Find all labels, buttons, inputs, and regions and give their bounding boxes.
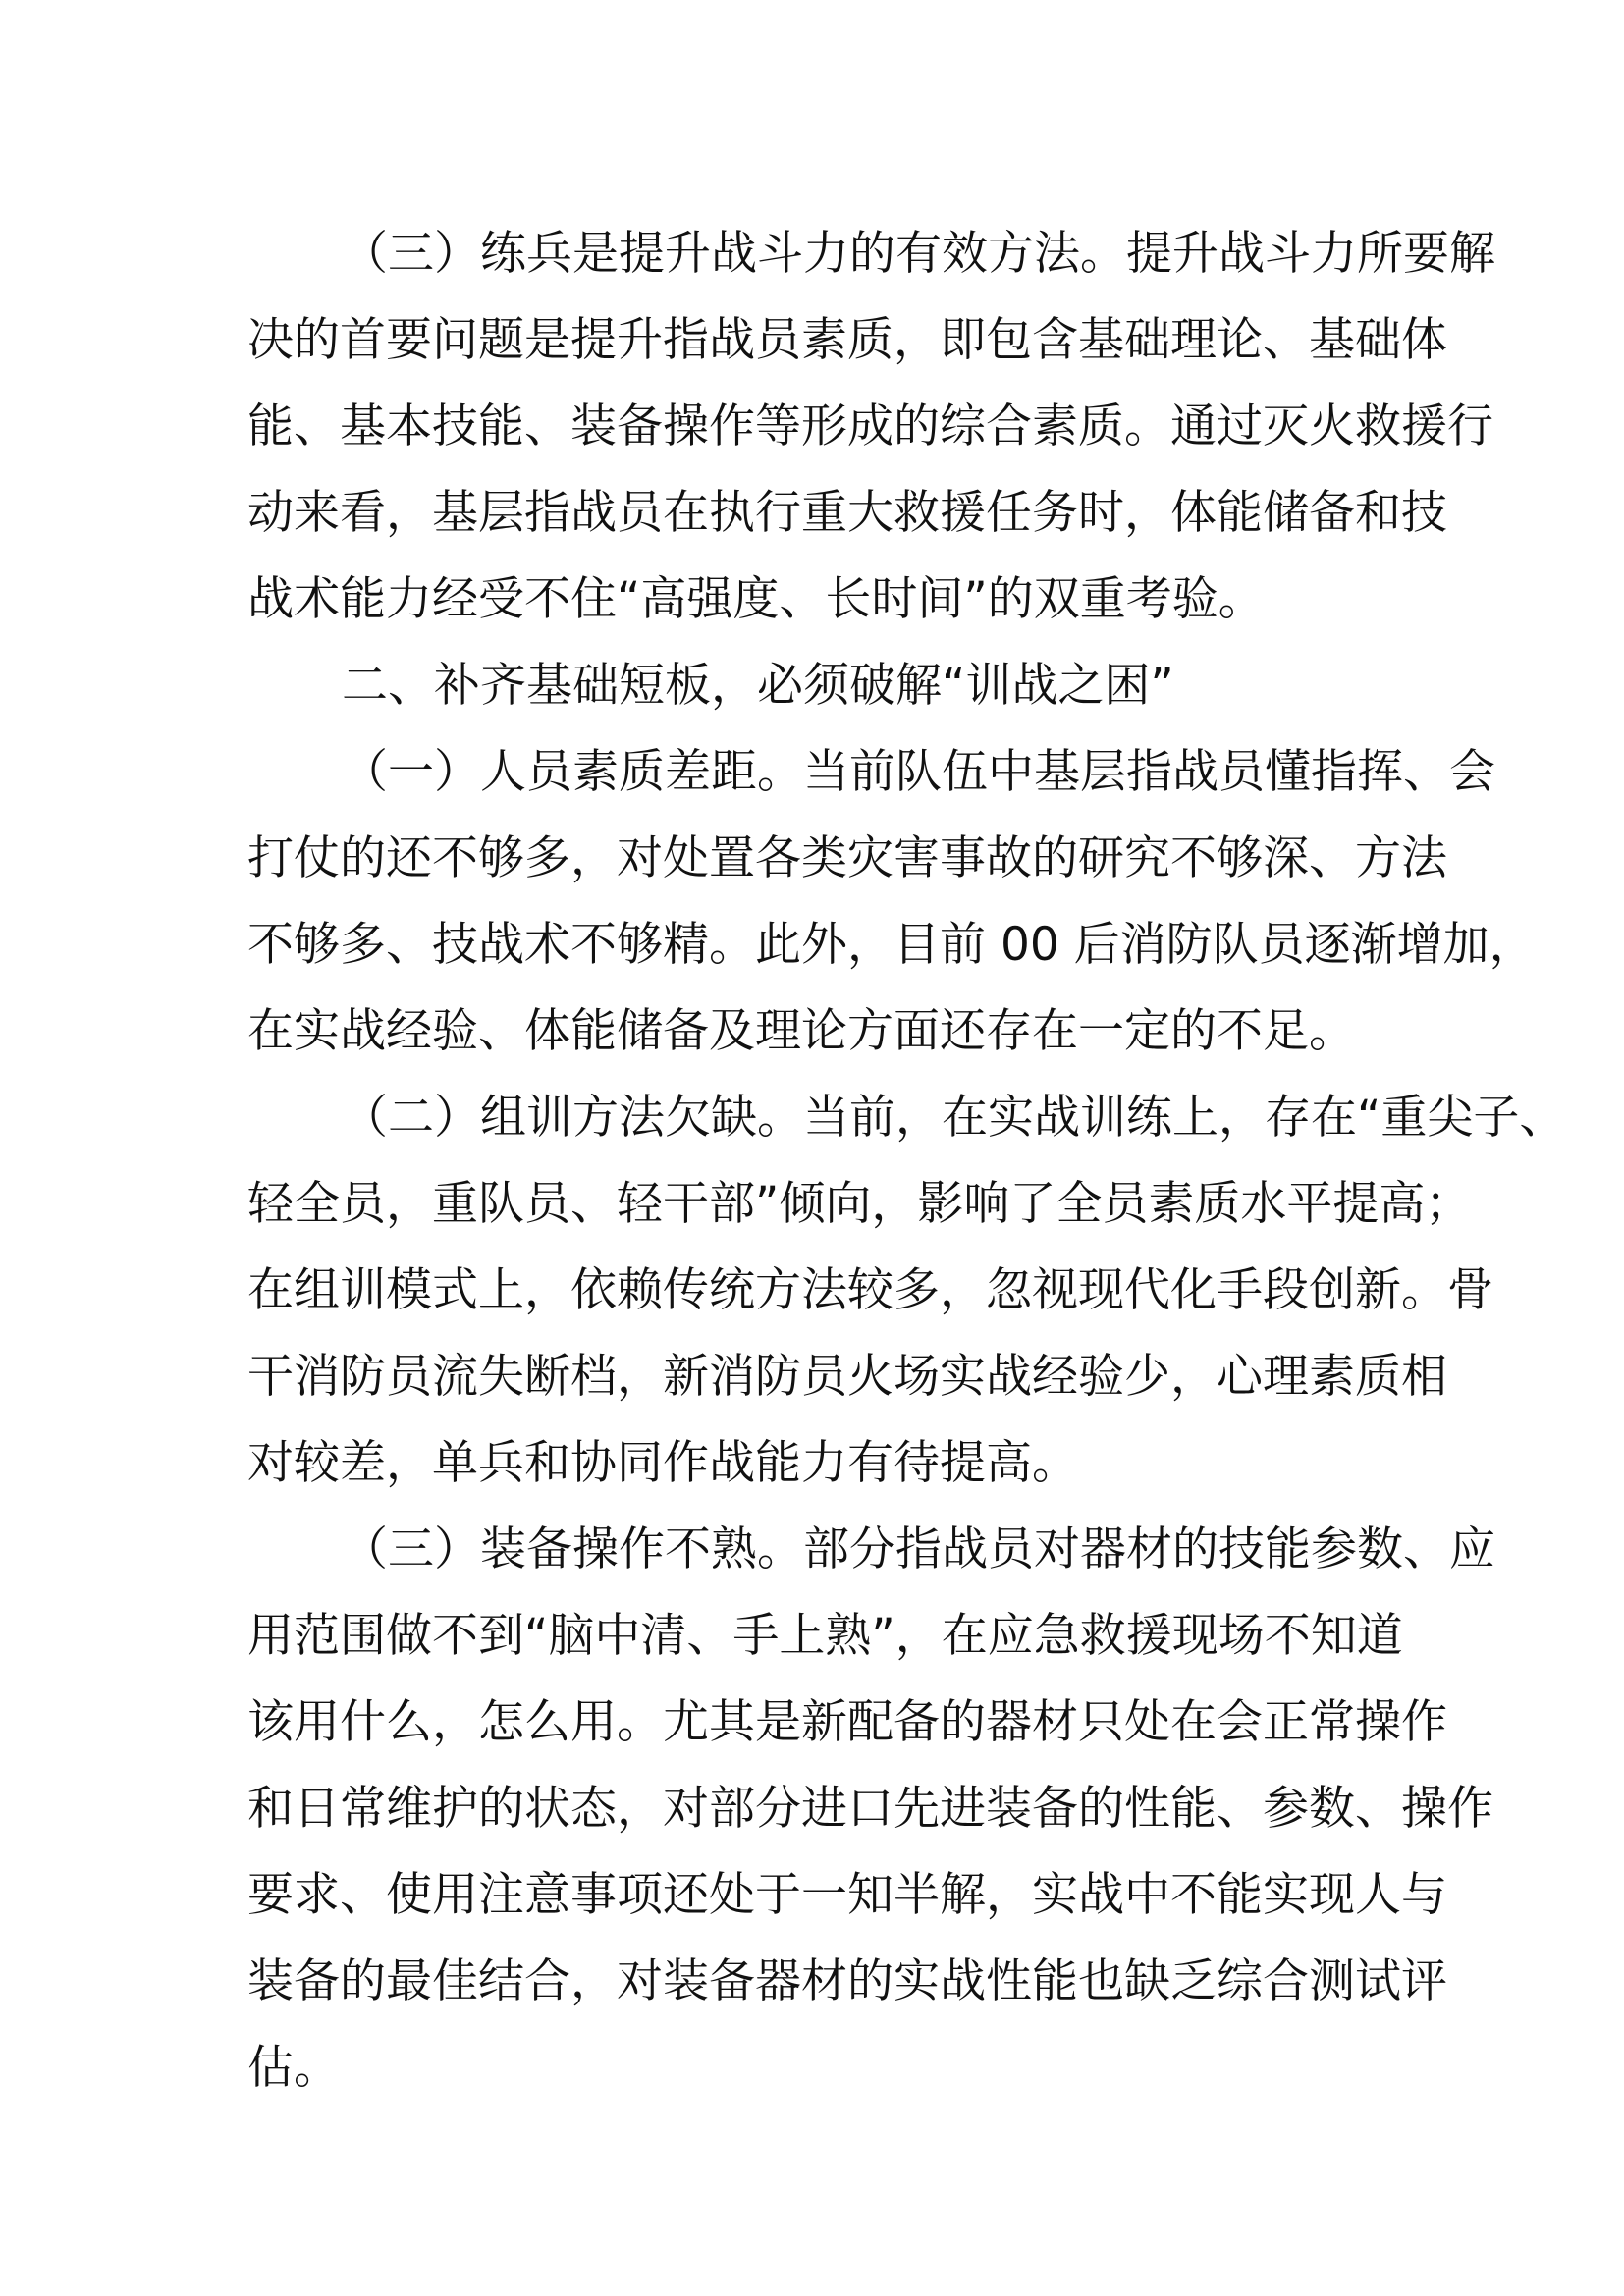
text-line: 装备的最佳结合，对装备器材的实战性能也缺乏综合测试评 [247, 1954, 1447, 2008]
text-line: 战术能力经受不住“高强度、长时间”的双重考验。 [247, 572, 1265, 626]
text-line: （一）人员素质差距。当前队伍中基层指战员懂指挥、会 [342, 745, 1495, 799]
text-line: （三）练兵是提升战斗力的有效方法。提升战斗力所要解 [342, 227, 1495, 281]
text-line: 打仗的还不够多，对处置各类灾害事故的研究不够深、方法 [247, 831, 1447, 885]
text-line: 该用什么，怎么用。尤其是新配备的器材只处在会正常操作 [247, 1695, 1447, 1749]
paragraph-equipment-operation [247, 1507, 1495, 2111]
section-heading [247, 643, 1386, 729]
text-line: 不够多、技战术不够精。此外，目前 00 后消防队员逐渐增加， [247, 918, 1536, 972]
paragraph-personnel-quality [247, 729, 1536, 1075]
text-line: 轻全员，重队员、轻干部”倾向，影响了全员素质水平提高； [247, 1177, 1472, 1231]
text-line: 估。 [247, 2041, 340, 2095]
paragraph-training-method [247, 211, 1495, 643]
text-line: （三）装备操作不熟。部分指战员对器材的技能参数、应 [342, 1522, 1495, 1576]
text-line: （二）组训方法欠缺。当前，在实战训练上，存在“重尖子、 [342, 1091, 1566, 1145]
text-line: 和日常维护的状态，对部分进口先进装备的性能、参数、操作 [247, 1782, 1493, 1836]
text-line: 动来看，基层指战员在执行重大救援任务时，体能储备和技 [247, 486, 1447, 540]
text-line: 能、基本技能、装备操作等形成的综合素质。通过灭火救援行 [247, 400, 1493, 454]
text-line: 干消防员流失断档，新消防员火场实战经验少，心理素质相 [247, 1350, 1447, 1404]
text-line: 要求、使用注意事项还处于一知半解，实战中不能实现人与 [247, 1868, 1447, 1922]
text-line: 用范围做不到“脑中清、手上熟”，在应急救援现场不知道 [247, 1609, 1403, 1663]
text-line: 对较差，单兵和协同作战能力有待提高。 [247, 1436, 1078, 1490]
text-line: 在组训模式上，依赖传统方法较多，忽视现代化手段创新。骨 [247, 1263, 1493, 1317]
heading-line: 二、补齐基础短板，必须破解“训战之困” [342, 659, 1174, 713]
document-body [247, 211, 1566, 2111]
text-line: 决的首要问题是提升指战员素质，即包含基础理论、基础体 [247, 313, 1447, 367]
text-line: 在实战经验、体能储备及理论方面还存在一定的不足。 [247, 1004, 1355, 1058]
paragraph-training-organization [247, 1075, 1566, 1507]
